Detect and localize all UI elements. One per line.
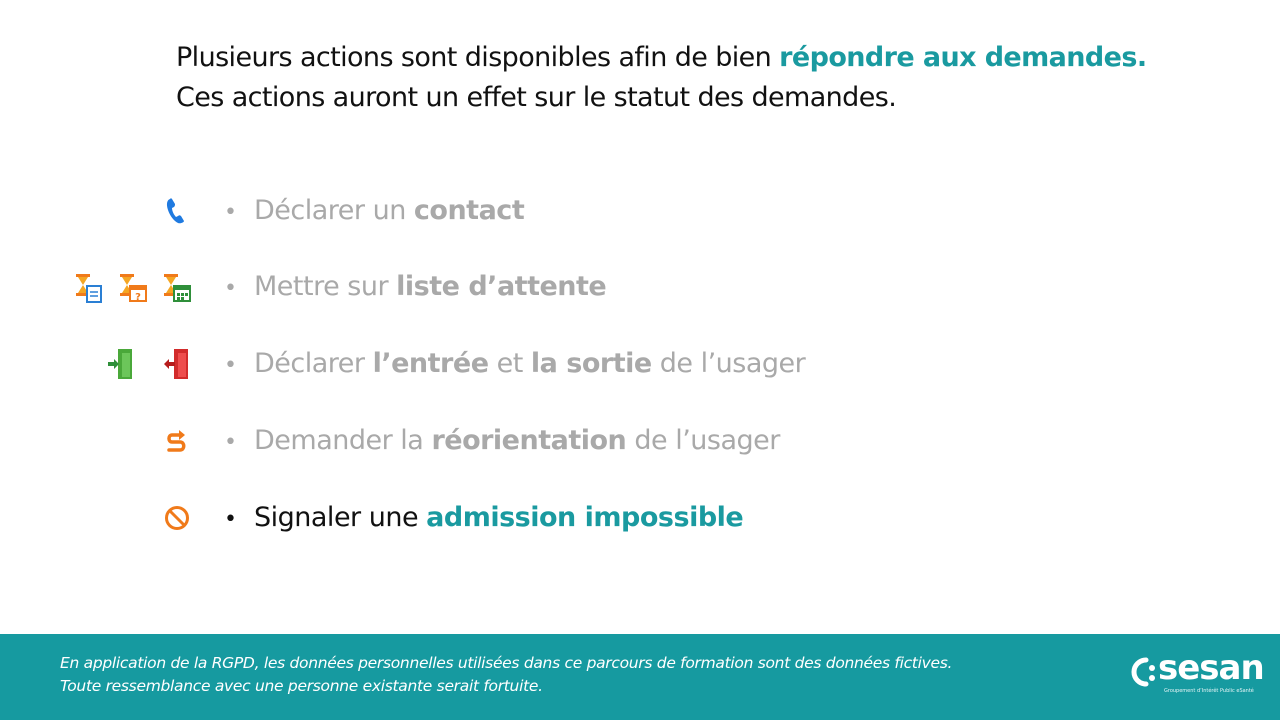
bullet-contact [0,186,1280,236]
entry-door-icon [104,345,138,383]
waiting-list-document-icon [72,268,106,306]
bullet-text: • Signaler une admission impossible [224,502,744,533]
waiting-list-calendar-icon [160,268,194,306]
intro-line-1: Plusieurs actions sont disponibles afin de bien répondre aux demandes. [176,42,1147,73]
bullet-reorientation [0,416,1280,466]
intro-highlight: répondre aux demandes. [779,42,1147,73]
prohibited-icon [160,499,194,537]
bullet-icons [160,192,194,230]
bullet-text: • Mettre sur liste d’attente [224,271,607,302]
bullet-entry-exit [0,339,1280,389]
reorientation-icon [160,422,194,460]
rgpd-disclaimer: En application de la RGPD, les données personnelles utilisées dans ce parcours de formation sont des données fictives. Toute ressemblance avec une personne existante serait fortuite. [60,654,953,695]
footer-banner [0,634,1280,720]
bullet-waiting-list [0,262,1280,312]
intro-line-2: Ces actions auront un effet sur le statut des demandes. [176,82,897,113]
logo-tagline: Groupement d’Intérêt Public eSanté [1164,688,1254,694]
intro-text [176,38,1256,118]
sesan-logo [1124,648,1264,702]
logo-wordmark: sesan [1158,648,1264,688]
exit-door-icon [160,345,194,383]
bullet-icons [72,268,194,306]
waiting-list-question-icon [116,268,150,306]
bullet-text: • Déclarer un contact [224,195,525,226]
svg-text:?: ? [135,292,141,303]
bullet-text: • Demander la réorientation de l’usager [224,425,780,456]
bullet-text: • Déclarer l’entrée et la sortie de l’usager [224,348,806,379]
bullet-icons [160,422,194,460]
bullet-icons [160,499,194,537]
bullet-icons [104,345,194,383]
phone-icon [160,192,194,230]
bullet-admission-impossible [0,493,1280,543]
